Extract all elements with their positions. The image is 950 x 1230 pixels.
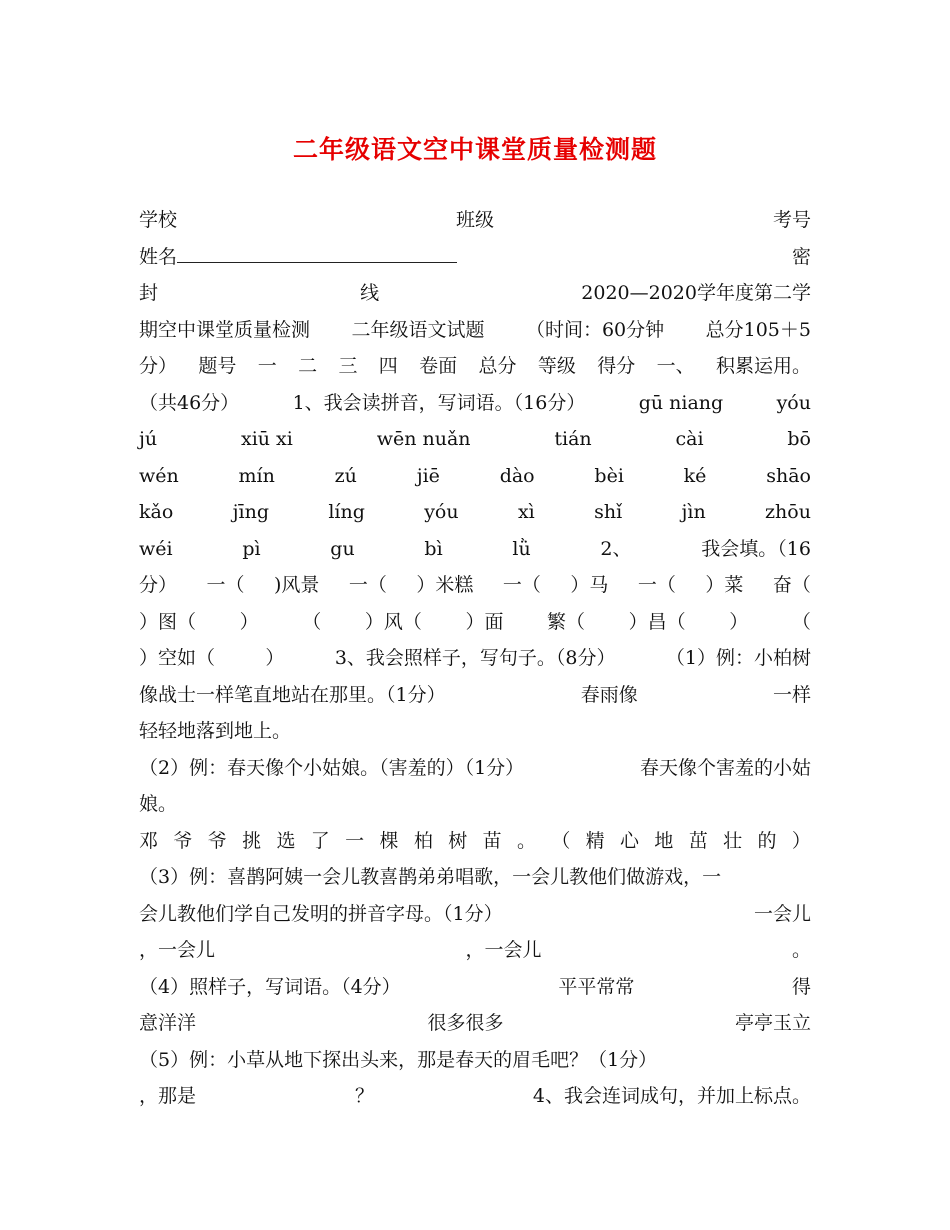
text-segment: ）风（ bbox=[364, 610, 422, 633]
text-segment: wén bbox=[139, 464, 179, 487]
text-segment: 积累运用。 bbox=[715, 355, 811, 377]
text-segment: 四 bbox=[378, 355, 398, 377]
text-segment: 总分105＋5 bbox=[705, 318, 811, 341]
text-segment: 学校 bbox=[139, 209, 178, 231]
text-segment: 班级 bbox=[455, 209, 494, 231]
text-segment: ）图（ bbox=[139, 610, 197, 633]
text-segment: 二 bbox=[298, 355, 318, 377]
text-segment: 封 bbox=[139, 282, 159, 304]
text-segment: 棵 bbox=[379, 829, 399, 852]
text-segment: pì bbox=[242, 537, 261, 560]
text-segment: 挑 bbox=[242, 829, 262, 852]
text-segment: 会儿教他们学自己发明的拼音字母。（1分） bbox=[139, 902, 503, 925]
text-segment: ）空如（ bbox=[139, 647, 216, 669]
text-line bbox=[139, 1042, 811, 1079]
text-segment: （ bbox=[551, 829, 571, 852]
text-segment: 1、我会读拼音，写词语。（16分） bbox=[292, 391, 586, 414]
text-segment: （4）照样子，写词语。（4分） bbox=[139, 975, 401, 998]
text-segment: 地 bbox=[654, 829, 674, 852]
text-line bbox=[139, 786, 811, 823]
text-segment: 2、 bbox=[600, 537, 632, 560]
text-segment: ）米糕 bbox=[416, 574, 474, 596]
text-line bbox=[139, 421, 811, 458]
text-segment: 邓 bbox=[139, 829, 159, 852]
text-segment: 分） bbox=[139, 574, 178, 596]
text-segment: 意洋洋 bbox=[139, 1012, 197, 1034]
text-segment: ？ bbox=[354, 1085, 374, 1107]
text-segment: shāo bbox=[766, 464, 811, 487]
text-segment: 卷面 bbox=[419, 355, 458, 377]
text-segment: 奋（ bbox=[772, 574, 811, 596]
text-segment: 二年级语文试题 bbox=[351, 318, 485, 341]
text-segment: 得 bbox=[791, 975, 811, 998]
text-segment: cài bbox=[675, 428, 704, 450]
text-line bbox=[139, 567, 811, 604]
text-line bbox=[139, 713, 811, 750]
text-segment: bèi bbox=[594, 464, 624, 487]
text-segment: ） bbox=[729, 610, 749, 633]
text-line bbox=[139, 969, 811, 1006]
text-segment: （共46分） bbox=[139, 391, 240, 414]
text-segment: ，那是 bbox=[139, 1085, 197, 1107]
text-segment: 轻轻地落到地上。 bbox=[139, 720, 292, 742]
text-segment: jiē bbox=[416, 464, 440, 487]
text-segment: bì bbox=[424, 537, 443, 560]
text-segment: （ bbox=[302, 610, 322, 633]
text-segment: 一（ bbox=[348, 574, 387, 596]
text-line bbox=[139, 494, 811, 531]
text-line bbox=[139, 823, 811, 860]
text-segment: 苗 bbox=[482, 829, 502, 852]
text-segment: ké bbox=[683, 464, 707, 487]
text-segment: ）面 bbox=[465, 610, 504, 633]
text-segment: wéi bbox=[139, 537, 173, 560]
text-segment: 3、我会照样子，写句子。（8分） bbox=[334, 647, 616, 669]
text-line bbox=[139, 312, 811, 349]
text-segment: 娘。 bbox=[139, 793, 178, 815]
text-segment: ） bbox=[791, 829, 811, 852]
text-segment: ）马 bbox=[570, 574, 609, 596]
text-segment: jīng bbox=[232, 501, 269, 523]
text-segment: 一 bbox=[257, 355, 277, 377]
text-segment: （5）例：小草从地下探出头来，那是春天的眉毛吧？（1分） bbox=[139, 1048, 658, 1071]
text-segment: ）昌（ bbox=[628, 610, 686, 633]
text-segment: 一（ bbox=[637, 574, 676, 596]
text-segment: wēn nuǎn bbox=[376, 428, 471, 450]
text-segment: 三 bbox=[338, 355, 358, 377]
text-segment: 柏 bbox=[413, 829, 433, 852]
text-segment: zhōu bbox=[765, 501, 811, 523]
text-segment: tián bbox=[554, 428, 592, 450]
text-segment: 很多很多 bbox=[427, 1012, 504, 1034]
text-segment: 总分 bbox=[478, 355, 517, 377]
text-segment: 我会填。（16 bbox=[701, 537, 811, 560]
text-segment: gū niang bbox=[638, 391, 724, 414]
text-segment: )风景 bbox=[274, 574, 320, 596]
text-line bbox=[139, 458, 811, 495]
page-title: 二年级语文空中课堂质量检测题 bbox=[292, 135, 657, 164]
document-body bbox=[139, 202, 811, 1115]
text-segment: （2）例：春天像个小姑娘。（害羞的）（1分） bbox=[139, 756, 525, 779]
text-segment: 。 bbox=[516, 829, 536, 852]
text-segment: ） bbox=[265, 647, 285, 669]
text-segment: 姓名 bbox=[139, 239, 457, 276]
text-segment: shǐ bbox=[594, 501, 623, 523]
text-segment: 像战士一样笔直地站在那里。（1分） bbox=[139, 683, 446, 706]
text-line bbox=[139, 932, 811, 969]
text-segment: 等级 bbox=[537, 355, 576, 377]
text-segment: xì bbox=[517, 501, 535, 523]
text-segment: jú bbox=[139, 428, 158, 450]
text-segment: 期空中课堂质量检测 bbox=[139, 318, 311, 341]
text-segment: （1）例：小柏树 bbox=[665, 647, 811, 669]
text-segment: 一（ bbox=[502, 574, 541, 596]
text-line bbox=[139, 750, 811, 787]
text-line bbox=[139, 896, 811, 933]
text-segment: 选 bbox=[276, 829, 296, 852]
text-segment: 线 bbox=[360, 282, 380, 304]
text-line bbox=[139, 202, 811, 239]
text-segment: 的 bbox=[757, 829, 777, 852]
text-line bbox=[139, 1078, 811, 1115]
text-segment: 壮 bbox=[723, 829, 743, 852]
text-segment: xiū xi bbox=[240, 428, 293, 450]
text-segment: líng bbox=[328, 501, 365, 523]
text-segment: 平平常常 bbox=[558, 975, 635, 998]
text-segment: 一样 bbox=[772, 683, 811, 706]
text-segment: 2020—2020学年度第二学 bbox=[581, 282, 811, 304]
text-segment: （时间：60分钟 bbox=[525, 318, 665, 341]
text-line bbox=[139, 348, 811, 385]
text-segment: ，一会儿 bbox=[139, 939, 216, 961]
text-segment: 一 bbox=[345, 829, 365, 852]
text-segment: 繁（ bbox=[547, 610, 586, 633]
text-line bbox=[139, 604, 811, 641]
text-segment: 。 bbox=[791, 939, 811, 961]
text-segment: 一、 bbox=[656, 355, 695, 377]
text-segment: （ bbox=[791, 610, 811, 633]
text-segment: jìn bbox=[681, 501, 706, 523]
text-segment: 4、我会连词成句，并加上标点。 bbox=[532, 1085, 811, 1107]
text-segment: 考号 bbox=[772, 209, 811, 231]
text-segment: 了 bbox=[310, 829, 330, 852]
text-segment: 精 bbox=[585, 829, 605, 852]
text-segment: mín bbox=[238, 464, 275, 487]
text-line bbox=[139, 640, 811, 677]
text-segment: bō bbox=[787, 428, 811, 450]
text-line bbox=[139, 677, 811, 714]
text-segment: gu bbox=[330, 537, 355, 560]
text-line bbox=[139, 859, 811, 896]
name-underline bbox=[177, 240, 457, 263]
text-segment: （3）例：喜鹊阿姨一会儿教喜鹊弟弟唱歌，一会儿教他们做游戏，一 bbox=[139, 866, 722, 888]
text-line bbox=[139, 239, 811, 276]
text-segment: kǎo bbox=[139, 501, 174, 523]
text-segment: ，一会儿 bbox=[465, 939, 542, 961]
text-line bbox=[139, 531, 811, 568]
text-line bbox=[139, 275, 811, 312]
text-segment: ）菜 bbox=[705, 574, 744, 596]
text-segment: 一会儿 bbox=[753, 902, 811, 925]
text-segment: zú bbox=[334, 464, 357, 487]
text-segment: ） bbox=[239, 610, 259, 633]
text-segment: yóu bbox=[776, 391, 811, 414]
text-segment: dào bbox=[499, 464, 535, 487]
text-segment: 亭亭玉立 bbox=[734, 1012, 811, 1034]
text-line bbox=[139, 1005, 811, 1042]
text-segment: 密 bbox=[791, 245, 811, 268]
text-segment: 春天像个害羞的小姑 bbox=[639, 756, 811, 779]
text-segment: 爷 bbox=[173, 829, 193, 852]
text-segment: 爷 bbox=[207, 829, 227, 852]
text-segment: 分） bbox=[139, 355, 178, 377]
text-segment: 心 bbox=[620, 829, 640, 852]
text-segment: 茁 bbox=[688, 829, 708, 852]
text-segment: yóu bbox=[424, 501, 459, 523]
text-segment: 得分 bbox=[597, 355, 636, 377]
text-line bbox=[139, 385, 811, 422]
text-segment: 一（ bbox=[206, 574, 245, 596]
text-segment: 题号 bbox=[198, 355, 237, 377]
text-segment: 春雨像 bbox=[580, 683, 638, 706]
text-segment: lǜ bbox=[512, 537, 531, 560]
text-segment: 树 bbox=[448, 829, 468, 852]
